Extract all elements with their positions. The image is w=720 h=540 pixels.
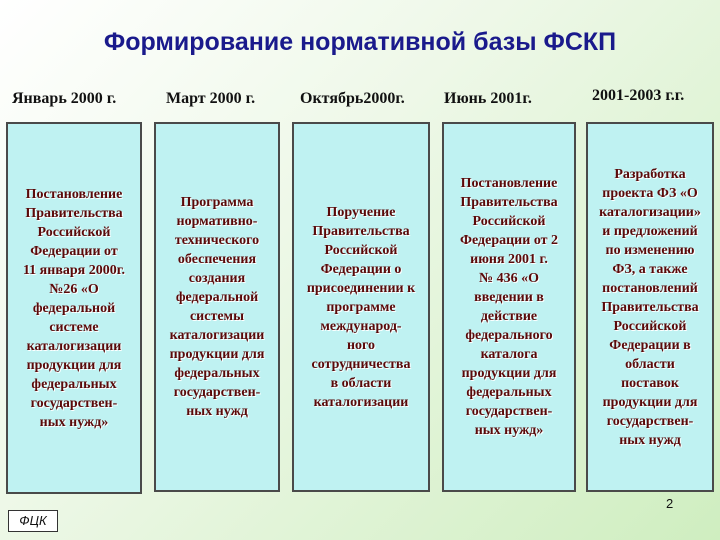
timeline-box-2001-2003 xyxy=(586,122,714,492)
box-text-march-2000: Программа нормативно- технического обеспечения создания федеральной системы каталогизации продукции для федеральных государствен- ных нужд xyxy=(169,195,265,419)
date-label-january-2000: Январь 2000 г. xyxy=(12,90,117,107)
page-title: Формирование нормативной базы ФСКП xyxy=(103,28,617,56)
timeline-box-march-2000 xyxy=(154,122,280,492)
timeline-box-june-2001 xyxy=(442,122,576,492)
timeline-box-october-2000 xyxy=(292,122,430,492)
date-label-march-2000: Март 2000 г. xyxy=(166,90,256,107)
box-text-january-2000: Постановление Правительства Российской Федерации от 11 января 2000г. №26 «О федеральной системе каталогизации продукции для федеральных государствен- ных нужд» xyxy=(22,186,126,430)
date-label-2001-2003: 2001-2003 г.г. xyxy=(592,87,685,104)
date-label-october-2000: Октябрь2000г. xyxy=(300,90,405,107)
timeline-box-january-2000 xyxy=(6,122,142,494)
fck-logo: ФЦК xyxy=(8,510,58,532)
box-text-june-2001: Постановление Правительства Российской Федерации от 2 июня 2001 г. № 436 «О введении в действие федерального каталога продукции для федеральных государствен- ных нужд» xyxy=(459,176,559,438)
page-number: 2 xyxy=(666,496,674,511)
box-text-2001-2003: Разработка проекта ФЗ «О каталогизации» и предложений по изменению ФЗ, а также постановлений Правительства Российской Федерации в области поставок продукции для государствен- ных нужд xyxy=(599,166,701,448)
box-text-october-2000: Поручение Правительства Российской Федерации о присоединении к программе международ- ного сотрудничества в области каталогизации xyxy=(306,204,416,410)
date-label-june-2001: Июнь 2001г. xyxy=(444,90,532,107)
